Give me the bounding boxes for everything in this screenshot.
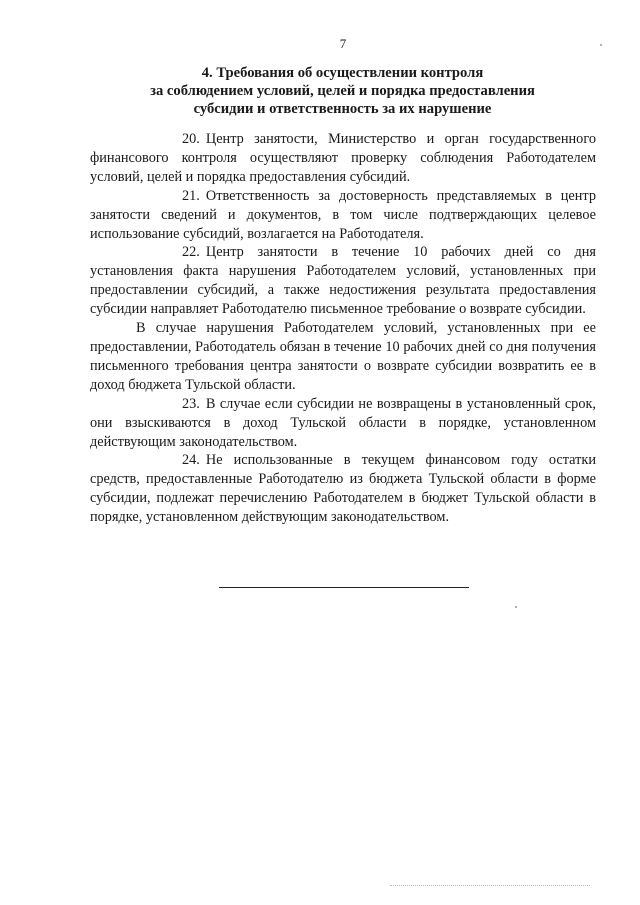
paragraph-text: Центр занятости, Министерство и орган государственного финансового контроля осуществляют проверку соблюдения Работодателем условий, целей и порядка предоставления субсидий. <box>90 131 596 185</box>
paragraph-number: 24. <box>182 452 200 469</box>
paragraph-text: В случае если субсидии не возвращены в установленный срок, они взыскиваются в доход Тульской области в порядке, установленном действующим законодательством. <box>90 395 596 450</box>
heading-line-1: 4. Требования об осуществлении контроля <box>201 65 484 81</box>
section-heading <box>60 64 625 118</box>
paragraph-22-continuation <box>90 319 596 395</box>
section-body <box>90 130 596 527</box>
heading-line-3: субсидии и ответственность за их нарушение <box>193 101 492 117</box>
paragraph-number: 23. <box>182 395 200 412</box>
heading-line-2: за соблюдением условий, целей и порядка предоставления <box>150 83 535 99</box>
paragraph-text: Не использованные в текущем финансовом году остатки средств, предоставленные Работодателю из бюджета Тульской области в форме субсидии, подлежат перечислению Работодателем в бюджет Тульской области в порядке, установленном действующим законодательством. <box>90 452 596 526</box>
scan-artifact <box>390 885 590 886</box>
paragraph-text: В случае нарушения Работодателем условий, установленных при ее предоставлении, Работодатель обязан в течение 10 рабочих дней со дня получения письменного требования центра занятости о возврате субсидии возвратить ее в доход бюджета Тульской области. <box>90 320 596 393</box>
scan-speck <box>600 44 602 46</box>
paragraph-24 <box>90 451 596 527</box>
paragraph-number: 20. <box>182 131 200 147</box>
paragraph-20 <box>90 130 596 187</box>
paragraph-23 <box>90 395 596 452</box>
page-number: 7 <box>339 36 347 51</box>
paragraph-number: 22. <box>182 244 200 261</box>
paragraph-text: Ответственность за достоверность представляемых в центр занятости сведений и документов, в том числе подтверждающих целевое использование субсидий, возлагается на Работодателя. <box>90 187 596 242</box>
paragraph-text: Центр занятости в течение 10 рабочих дней со дня установления факта нарушения Работодателем условий, установленных при предоставлении субсидий, а также недостижения результата предоставления субсидии направляет Работодателю письменное требование о возврате субсидии. <box>90 244 596 318</box>
paragraph-21 <box>90 187 596 244</box>
end-separator-line <box>219 587 469 588</box>
scan-speck <box>515 606 517 608</box>
paragraph-22 <box>90 243 596 319</box>
paragraph-number: 21. <box>182 187 200 204</box>
